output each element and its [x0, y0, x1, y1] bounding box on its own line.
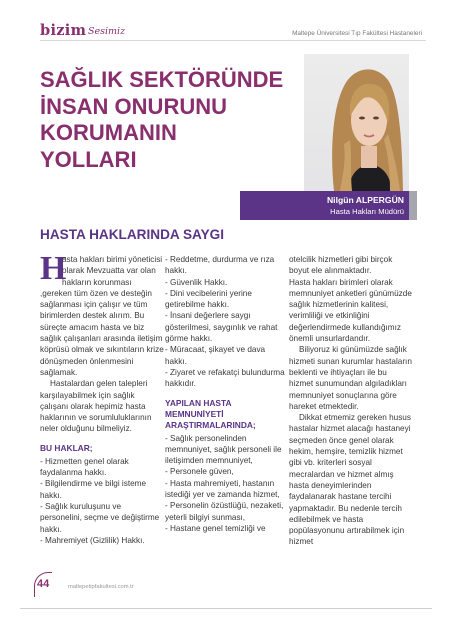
body-paragraph: Biliyoruz ki günümüzde sağlık hizmeti sunan kurumlar hastaların beklenti ve ihtiyaçları ile bu hizmet sunumundan algıladıkları memnuniyet sonuçlarına göre hareket etmektedir. [289, 345, 412, 411]
subheading-survey: YAPILAN HASTA MEMNUNİYETİ ARAŞTIRMALARINDA; [165, 397, 256, 430]
brand-logo: bizim [40, 22, 87, 39]
title-line: YOLLARI [40, 146, 137, 172]
article-column-2 [165, 254, 289, 534]
footer-url[interactable]: maltepetipfakultesi.com.tr [68, 584, 134, 590]
body-paragraph: otelcilik hizmetleri gibi birçok boyut ele alınmaktadır. Hasta hakları birimleri olarak memnuniyet anketleri günümüzde sağlık hizmetlerinin kalitesi, verimliliği ve etkinliğini değerlendirmede kullandığımız önemli unsurlardandır. [289, 255, 412, 344]
publisher-name: Maltepe Üniversitesi Tıp Fakültesi Hastaneleri [292, 30, 422, 37]
article-title [40, 67, 300, 173]
subheading-rights: BU HAKLAR; [40, 442, 93, 453]
title-line: KORUMANIN [40, 120, 177, 145]
drop-cap: H [40, 250, 67, 287]
intro-text: asta hakları birimi yöneticisi olarak Mevzuatta var olan hakların korunması ,gereken tüm özen ve desteğin sağlanması için çalışır ve tüm birimlerden destek alırım. Bu süreçte amacım hasta ve biz sağlık çalışanları arasında iletişim köprüsü olmak ve sıkıntıların krize dönüşmeden önlenmesini sağlamak. [40, 255, 164, 377]
footer-divider [20, 608, 432, 609]
banner-accent [409, 191, 417, 220]
rights-list: - Hizmetten genel olarak faydalanma hakkı. - Bilgilendirme ve bilgi isteme hakkı. - Sağlık kuruluşunu ve personelini, seçme ve değiştirme hakkı. - Mahremiyet (Gizlilik) Hakkı. [40, 456, 160, 545]
brand-script: Sesimiz [88, 26, 126, 37]
page-header [0, 0, 452, 40]
body-paragraph: Dikkat etmemiz gereken husus hastalar hizmet alacağı hastaneyi seçmeden önce genel olarak hekim, hemşire, temizlik hizmet gibi vb. kriterleri sosyal mecralardan ve hizmet almış hasta deneyimlerinden faydalanarak hastane tercihi yapmaktadır. Bu nedenle tercih edilebilmek ve hasta popülasyonunu artırabilmek için hizmet [289, 413, 411, 547]
intro-paragraph [40, 250, 164, 378]
article-column-1 [40, 250, 164, 546]
title-line: İNSAN ONURUNU [40, 93, 227, 119]
section-title: HASTA HAKLARINDA SAYGI [40, 227, 225, 242]
author-role: Hasta Hakları Müdürü [330, 207, 404, 216]
author-photo [304, 54, 409, 191]
header-divider [40, 40, 426, 41]
survey-list: - Sağlık personelinden memnuniyet, sağlık personeli ile iletişimden memnuniyet, - Personele güven, - Hasta mahremiyeti, hastanın istediği yer ve zamanda hizmet, - Personelin özüstlüğü, nezaketi, yeterli bilgiyi sunması, - Hastane genel temizliği ve [165, 433, 284, 533]
title-line: SAĞLIK SEKTÖRÜNDE [40, 67, 284, 92]
page-number: 44 [37, 578, 50, 590]
article-column-3 [289, 254, 413, 548]
rights-list-continued: - Reddetme, durdurma ve rıza hakkı. - Güvenlik Hakkı. - Dini vecibelerini yerine getirebilme hakkı. - İnsani değerlere saygı gösterilmesi, saygınlık ve rahat görme hakkı. - Müracaat, şikayet ve dava hakkı. - Ziyaret ve refakatçi bulundurma hakkıdır. [165, 255, 285, 389]
author-name: Nilgün ALPERGÜN [326, 195, 404, 205]
body-paragraph: Hastalardan gelen talepleri karşılayabilmek için sağlık çalışanı olarak hepimiz hasta haklarının ve sorumluluklarının neler olduğunu bilmeliyiz. [40, 379, 152, 434]
